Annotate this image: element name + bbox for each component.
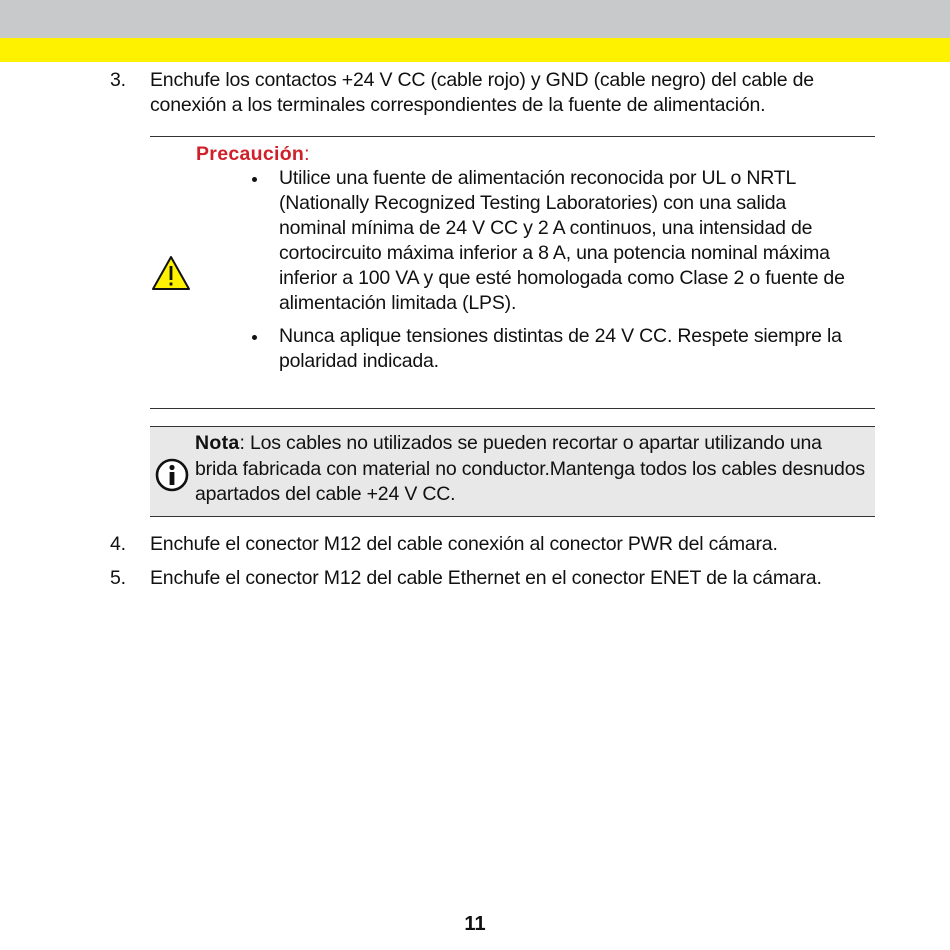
- note-text-block: [195, 431, 865, 508]
- header-yellow-bar: [0, 38, 950, 62]
- caution-colon: :: [304, 143, 310, 165]
- caution-bottom-divider: [150, 408, 875, 409]
- step-text: Enchufe los contactos +24 V CC (cable rojo) y GND (cable negro) del cable de conexión a los terminales correspondientes de la fuente de alimentación.: [150, 69, 814, 116]
- step-number: 4.: [110, 533, 126, 555]
- caution-heading: [196, 142, 310, 167]
- step-number: 5.: [110, 567, 126, 589]
- page-number: 11: [464, 913, 486, 935]
- note-label: Nota: [195, 432, 240, 454]
- caution-list: [250, 166, 850, 374]
- caution-item: [250, 166, 850, 316]
- caution-item-text: Nunca aplique tensiones distintas de 24 V CC. Respete siempre la polaridad indicada.: [279, 325, 842, 372]
- header-gray-bar: [0, 0, 950, 38]
- info-circle-icon: [155, 458, 189, 492]
- warning-triangle-icon: [151, 255, 191, 291]
- step-text: Enchufe el conector M12 del cable Ethernet en el conector ENET de la cámara.: [150, 567, 822, 589]
- step-text: Enchufe el conector M12 del cable conexión al conector PWR del cámara.: [150, 533, 778, 555]
- caution-item-text: Utilice una fuente de alimentación reconocida por UL o NRTL (Nationally Recognized Testing Laboratories) con una salida nominal mínima de 24 V CC y 2 A continuos, una intensidad de cortocircuito máxima inferior a 8 A, una potencia nominal máxima inferior a 100 VA y que esté homologada como Clase 2 o fuente de alimentación limitada (LPS).: [279, 167, 845, 314]
- note-box: [150, 426, 875, 517]
- caution-top-divider: [150, 136, 875, 137]
- caution-title: Precaución: [196, 143, 305, 165]
- caution-item: [250, 324, 850, 374]
- step-number: 3.: [110, 69, 126, 91]
- note-body: : Los cables no utilizados se pueden recortar o apartar utilizando una brida fabricada con material no conductor.Mantenga todos los cables desnudos apartados del cable +24 V CC.: [195, 432, 865, 505]
- bullet-dot: [252, 177, 257, 182]
- bullet-dot: [252, 335, 257, 340]
